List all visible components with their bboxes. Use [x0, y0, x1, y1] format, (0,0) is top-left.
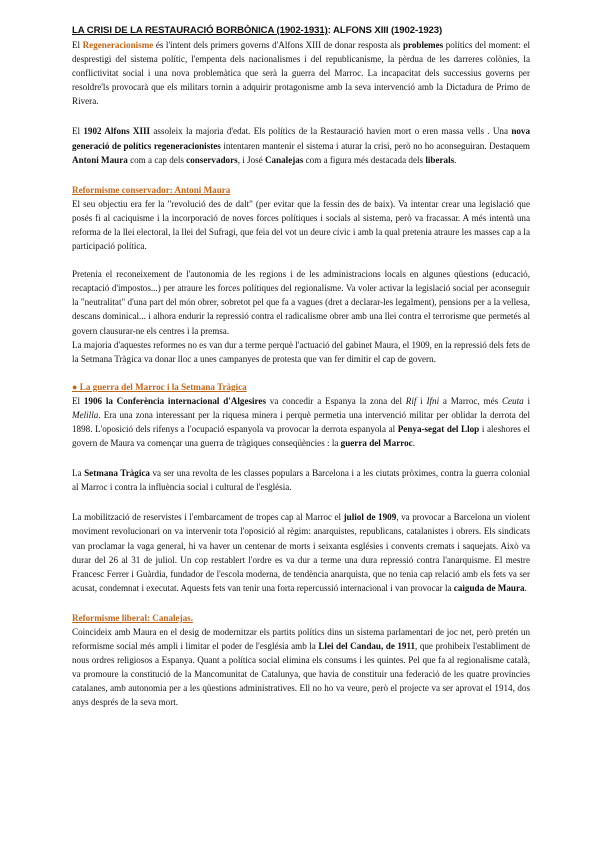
title-main: LA CRISI DE LA RESTAURACIÓ BORBÒNICA (1902-1931): [72, 25, 328, 36]
paragraph-canalejas: Coincideix amb Maura en el desig de modernitzar els partits polítics dins un sistema parlamentari de joc net, però pretén un reformisme social més ampli i limitar el poder de l'església amb la Llei del Candau, de 1911, que prohibeix l'establiment de nous ordres religiosos a Espanya. Quant a política social elimina els consums i les quintes. Pel que fa al regionalisme català, va promoure la constitució de la Mancomunitat de Catalunya, que havia de constituir una federació de les quatre províncies catalanes, amb autonomia per a les qüestions administratives. Ell no ho va veure, però el projecte va ser aprovat el 1914, dos anys després de la seva mort.: [72, 626, 530, 708]
document-page: [72, 24, 530, 709]
page-title: [72, 24, 530, 37]
paragraph-alfons-xiii: El 1902 Alfons XIII assoleix la majoria d'edat. Els polítics de la Restauració havien mort o eren massa vells . Una nova generació de polítics regeneracionistes intentaren mantenir el sistema i aturar la crisi, però no ho aconseguiran. Destaquem Antoni Maura com a cap dels conservadors, i José Canalejas com a figura més destacada dels liberals.: [72, 126, 531, 165]
paragraph-maura-autonomia: Pretenia el reconeixement de l'autonomia de les regions i de les administracions locals en algunes qüestions (educació, recaptació d'impostos...) per atraure les forces polítiques del regionalisme. Va voler activar la legislació social per aconseguir la "neutralitat" d'una part del món obrer, sobretot pel que fa a vagues (dret a declarar-les legalment), pensions per a la vellesa, descans dominical... i alhora endurir la repressió contra el radicalisme obrer amb una llei contra el terrorisme que permetés al govern clausurar-ne els centres i la premsa.: [72, 269, 530, 336]
paragraph-mobilitzacio: La mobilització de reservistes i l'embarcament de tropes cap al Marroc el juliol de 1909, va provocar a Barcelona un violent moviment revolucionari on va intervenir tota l'oposició al règim: anarquistes, republicans, catalanistes i obrers. Els sindicats van proclamar la vaga general, hi va haver un centenar de morts i seixanta esglésies i convents cremats i saquejats. Això va durar del 26 al 31 de juliol. Un cop restablert l'ordre es va dur a terme una dura repressió contra l'anarquisme. El mestre Francesc Ferrer i Guàrdia, fundador de l'escola moderna, de tendència anarquista, que no tenia cap relació amb els fets va ser acusat, condemnat i executat. Aquests fets van tenir una forta repercussió internacional i van provocar la caiguda de Maura.: [72, 512, 530, 593]
paragraph-maura-dimissio: La majoria d'aquestes reformes no es van dur a terme perquè l'actuació del gabinet Maura, el 1909, en la repressió dels fets de la Setmana Tràgica va donar lloc a unes campanyes de protesta que van fer dimitir el cap de govern.: [72, 339, 530, 364]
term-regeneracionisme: Regeneracionisme: [82, 40, 154, 50]
paragraph-regeneracionisme: El Regeneracionisme és l'intent dels primers governs d'Alfons XIII de donar resposta als problemes polítics del moment: el desprestigi del sistema polític, l'empenta dels nacionalismes i del republicanisme, la pèrdua de les darreres colònies, la conflictivitat social i una nova problemàtica que serà la guerra del Marroc. La incapacitat dels successius governs per resoldre'ls provocarà que els militars tornin a adquirir protagonisme amb la seva intervenció amb la Dictadura de Primo de Rivera.: [72, 40, 531, 107]
paragraph-algesires: El 1906 la Conferència internacional d'Algesires va concedir a Espanya la zona del Rif i Ifni a Marroc, més Ceuta i Melilla. Era una zona interessant per la riquesa minera i perquè permetia una intervenció militar per oblidar la derrota del 1898. L'oposició dels rifenys a l'ocupació espanyola va provocar la derrota espanyola al Penya-segat del Llop i aleshores el govern de Maura va començar una guerra de tràgiques conseqüències : la guerra del Marroc.: [72, 395, 530, 449]
heading-guerra-marroc: ● La guerra del Marroc i la Setmana Tràgica: [72, 381, 247, 392]
paragraph-setmana-tragica: La Setmana Tràgica va ser una revolta de les classes populars a Barcelona i a les ciutats pròximes, contra la guerra colonial al Marroc i contra la influència social i cultural de l'església.: [72, 468, 530, 493]
paragraph-maura-objectiu: El seu objectiu era fer la "revolució des de dalt" (per evitar que la fessin des de baix). Va intentar crear una legislació que posés fi al caciquisme i la incorporació de noves forces polítiques i socials al sistema, però va fracassar. A més intentà una reforma de la llei electoral, la llei del Sufragi, que feia del vot un deure cívic i amb la qual pretenia atraure les masses cap a la participació política.: [72, 198, 530, 252]
title-sub: : ALFONS XIII (1902-1923): [327, 25, 443, 36]
heading-reformisme-liberal: Reformisme liberal: Canalejas.: [72, 612, 193, 623]
heading-reformisme-conservador: Reformisme conservador: Antoni Maura: [72, 184, 231, 195]
term-problemes: problemes: [402, 40, 444, 50]
